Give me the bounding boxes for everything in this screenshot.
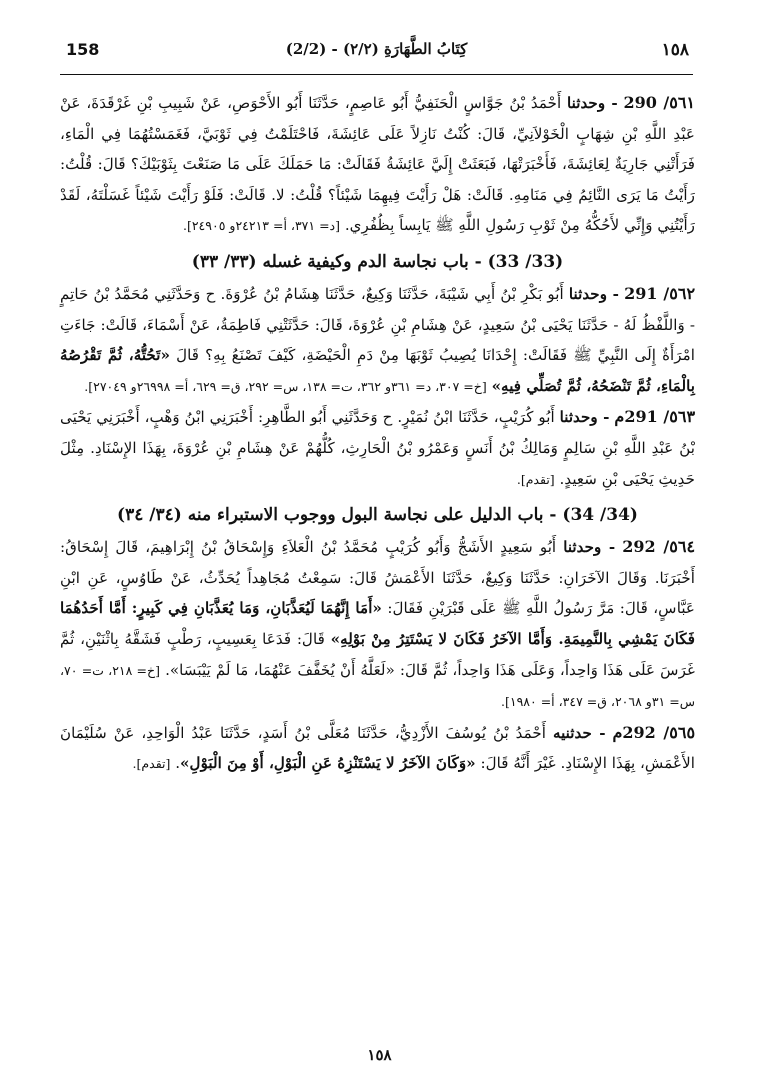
hadith-number: ٥٦٥/ 292م — [612, 722, 696, 742]
hadith-reference: [د= ٣٧١، أ= ٢٤٢١٣و ٢٤٩٠٥]. — [182, 218, 340, 234]
page-number-latin: 158 — [66, 40, 100, 59]
hadith-text: أَبُو كُرَيْبٍ، حَدَّثَنَا ابْنُ نُمَيْرٍ. ح وَحَدَّثَنِي أَبُو الطَّاهِرِ: أَخْبَرَنِي ابْنُ وَهْبٍ، أَخْبَرَنِي يَحْيَى بْنُ عَبْدِ اللَّهِ بْنِ سَالِمٍ وَمَالِكُ بْنُ أَنَسٍ وَعَمْرُو بْنُ الْحَارِثِ، كُلُّهُمْ عَنْ هِشَامِ بْنِ عُرْوَةَ، بِهَذَا الإِسْنَادِ. مِثْلَ حَدِيثِ يَحْيَى بْنِ سَعِيدٍ. — [60, 408, 695, 488]
hadith-563: ٥٦٣/ 291م - وحدثنا أَبُو كُرَيْبٍ، حَدَّثَنَا ابْنُ نُمَيْرٍ. ح وَحَدَّثَنِي أَبُو الطَّاهِرِ: أَخْبَرَنِي ابْنُ وَهْبٍ، أَخْبَرَنِي يَحْيَى بْنُ عَبْدِ اللَّهِ بْنِ سَالِمٍ وَمَالِكُ بْنُ أَنَسٍ وَعَمْرُو بْنُ الْحَارِثِ، كُلُّهُمْ عَنْ هِشَامِ بْنِ عُرْوَةَ، بِهَذَا الإِسْنَادِ. مِثْلَ حَدِيثِ يَحْيَى بْنِ سَعِيدٍ. [تقدم]. — [60, 407, 696, 488]
chapter-heading-34: (34/ 34) - باب الدليل على نجاسة البول ووجوب الاستبراء منه (٣٤/ ٣٤) — [117, 505, 638, 526]
hadith-565: ٥٦٥/ 292م - حدثنيه أَحْمَدُ بْنُ يُوسُفَ الأَزْدِيُّ، حَدَّثَنَا مُعَلَّى بْنُ أَسَدٍ، حَدَّثَنَا عَبْدُ الْوَاحِدِ، عَنْ سُلَيْمَانَ الأَعْمَشِ، بِهَذَا الإِسْنَادِ. غَيْرَ أَنَّهُ قَالَ: «وَكَانَ الآخَرُ لا يَسْتَنْزِهُ عَنِ الْبَوْلِ، أَوْ مِنَ الْبَوْلِ». [تقدم]. — [60, 722, 696, 773]
hadith-564: ٥٦٤/ 292 - وحدثنا أَبُو سَعِيدٍ الأَشَجُّ وَأَبُو كُرَيْبٍ مُحَمَّدُ بْنُ الْعَلاَءِ وَإِسْحَاقُ بْنُ إِبْرَاهِيمَ، قَالَ إِسْحَاقُ: أَخْبَرَنَا. وَقَالَ الآخَرَانِ: حَدَّثَنَا وَكِيعٌ، حَدَّثَنَا الأَعْمَشُ قَالَ: سَمِعْتُ مُجَاهِداً يُحَدِّثُ، عَنْ طَاوُسٍ، عَنِ ابْنِ عَبَّاسٍ، قَالَ: مَرَّ رَسُولُ اللَّهِ ﷺ عَلَى قَبْرَيْنِ فَقَالَ: «أَمَا إِنَّهُمَا لَيُعَذَّبَانِ، وَمَا يُعَذَّبَانِ فِي كَبِيرٍ: أَمَّا أَحَدُهُمَا فَكَانَ يَمْشِي بِالنَّمِيمَةِ. وَأَمَّا الآخَرُ فَكَانَ لا يَسْتَتِرُ مِنْ بَوْلِهِ» قَالَ: فَدَعَا بِعَسِيبٍ، رَطْبٍ فَشَقَّهُ بِاثْنَيْنِ، ثُمَّ غَرَسَ عَلَى هَذَا وَاحِداً، وَعَلَى هَذَا وَاحِداً، ثُمَّ قَالَ: «لَعَلَّهُ أَنْ يُخَفَّفَ عَنْهُمَا، مَا لَمْ يَيْبَسَا». [خ= ٢١٨، ت= ٧٠، س= ٣١و ٢٠٦٨، ق= ٣٤٧، أ= ١٩٨٠]. — [60, 537, 696, 710]
hadith-number: ٥٦٣/ 291م — [614, 407, 696, 427]
page-header — [60, 30, 693, 75]
hadith-reference: [خ= ٢١٨، ت= ٧٠، س= ٣١و ٢٠٦٨، ق= ٣٤٧، أ= ١٩٨٠]. — [60, 662, 695, 710]
hadith-matn: «تَحُتُّهُ، ثُمَّ تَقْرُصُهُ بِالْمَاءِ، ثُمَّ تَنْضَحُهُ، ثُمَّ تُصَلِّي فِيهِ» — [60, 346, 695, 395]
page-body — [60, 88, 695, 780]
chapter-heading-33: (33/ 33) - باب نجاسة الدم وكيفية غسله (٣٣/ ٣٣) — [191, 251, 564, 272]
hadith-number: ٥٦١/ 290 — [623, 93, 695, 112]
hadith-text: أَحْمَدُ بْنُ يُوسُفَ الأَزْدِيُّ، حَدَّثَنَا مُعَلَّى بْنُ أَسَدٍ، حَدَّثَنَا عَبْدُ الْوَاحِدِ، عَنْ سُلَيْمَانَ الأَعْمَشِ، بِهَذَا الإِسْنَادِ. غَيْرَ أَنَّهُ قَالَ: — [60, 723, 695, 773]
hadith-lead: وحدثنا — [568, 284, 608, 303]
footer-page-number: ١٥٨ — [367, 1046, 392, 1064]
hadith-lead: وحدثنا — [563, 538, 602, 557]
running-title: (2/2) - كِتَابُ الطَّهَارَةِ (٢/٢) — [285, 40, 468, 58]
hadith-reference: [تقدم]. — [132, 756, 171, 772]
hadith-matn: «أَمَا إِنَّهُمَا لَيُعَذَّبَانِ، وَمَا يُعَذَّبَانِ فِي كَبِيرٍ: أَمَّا أَحَدُهُمَا فَكَانَ يَمْشِي بِالنَّمِيمَةِ. وَأَمَّا الآخَرُ فَكَانَ لا يَسْتَتِرُ مِنْ بَوْلِهِ» — [60, 599, 695, 648]
hadith-lead: حدثنيه — [552, 723, 592, 742]
hadith-text: أَحْمَدُ بْنُ جَوَّاسٍ الْحَنَفِيُّ أَبُو عَاصِمٍ، حَدَّثَنَا أَبُو الأَحْوَصِ، عَنْ شَبِيبِ بْنِ غَرْقَدَةَ، عَنْ عَبْدِ اللَّهِ بْنِ شِهَابٍ الْخَوْلاَنِيِّ، قَالَ: كُنْتُ نَازِلاً عَلَى عَائِشَةَ، فَاحْتَلَمْتُ فِي ثَوْبَيَّ، فَغَمَسْتُهُمَا فِي الْمَاءِ، فَرَأَتْنِي جَارِيَةٌ لِعَائِشَةَ، فَأَخْبَرَتْهَا، فَبَعَثَتْ إِلَيَّ عَائِشَةُ فَقَالَتْ: مَا حَمَلَكَ عَلَى مَا صَنَعْتَ بِثَوْبَيْكَ؟ قَالَ: قُلْتُ: رَأَيْتُ مَا يَرَى النَّائِمُ فِي مَنَامِهِ. قَالَتْ: هَلْ رَأَيْتَ فِيهِمَا شَيْئاً؟ قُلْتُ: لا. قَالَتْ: فَلَوْ رَأَيْتَ شَيْئاً غَسَلْتَهُ، لَقَدْ رَأَيْتُنِي وَإِنِّي لأَحُكُّهُ مِنْ ثَوْبِ رَسُولِ اللَّهِ ﷺ يَابِساً بِظُفُرِي. — [60, 94, 695, 235]
hadith-matn: «وَكَانَ الآخَرُ لا يَسْتَنْزِهُ عَنِ الْبَوْلِ، أَوْ مِنَ الْبَوْلِ» — [180, 754, 476, 773]
hadith-tail: . — [175, 754, 181, 773]
hadith-561: ٥٦١/ 290 - وحدثنا أَحْمَدُ بْنُ جَوَّاسٍ الْحَنَفِيُّ أَبُو عَاصِمٍ، حَدَّثَنَا أَبُو الأَحْوَصِ، عَنْ شَبِيبِ بْنِ غَرْقَدَةَ، عَنْ عَبْدِ اللَّهِ بْنِ شِهَابٍ الْخَوْلاَنِيِّ، قَالَ: كُنْتُ نَازِلاً عَلَى عَائِشَةَ، فَاحْتَلَمْتُ فِي ثَوْبَيَّ، فَغَمَسْتُهُمَا فِي الْمَاءِ، فَرَأَتْنِي جَارِيَةٌ لِعَائِشَةَ، فَأَخْبَرَتْهَا، فَبَعَثَتْ إِلَيَّ عَائِشَةُ فَقَالَتْ: مَا حَمَلَكَ عَلَى مَا صَنَعْتَ بِثَوْبَيْكَ؟ قَالَ: قُلْتُ: رَأَيْتُ مَا يَرَى النَّائِمُ فِي مَنَامِهِ. قَالَتْ: هَلْ رَأَيْتَ فِيهِمَا شَيْئاً؟ قُلْتُ: لا. قَالَتْ: فَلَوْ رَأَيْتَ شَيْئاً غَسَلْتَهُ، لَقَدْ رَأَيْتُنِي وَإِنِّي لأَحُكُّهُ مِنْ ثَوْبِ رَسُولِ اللَّهِ ﷺ يَابِساً بِظُفُرِي. [د= ٣٧١، أ= ٢٤٢١٣و ٢٤٩٠٥]. — [60, 93, 695, 235]
hadith-number: ٥٦٢/ 291 — [624, 283, 696, 303]
hadith-562: ٥٦٢/ 291 - وحدثنا أَبُو بَكْرِ بْنُ أَبِي شَيْبَةَ، حَدَّثَنَا وَكِيعٌ، حَدَّثَنَا هِشَامُ بْنُ عُرْوَةَ. ح وَحَدَّثَنِي مُحَمَّدُ بْنُ حَاتِمٍ - وَاللَّفْظُ لَهُ - حَدَّثَنَا يَحْيَى بْنُ سَعِيدٍ، عَنْ هِشَامِ بْنِ عُرْوَةَ، قَالَ: حَدَّثَتْنِي فَاطِمَةُ، عَنْ أَسْمَاءَ، قَالَتْ: جَاءَتِ امْرَأَةٌ إِلَى النَّبِيِّ ﷺ فَقَالَتْ: إِحْدَانَا يُصِيبُ ثَوْبَهَا مِنْ دَمِ الْحَيْضَةِ، كَيْفَ تَصْنَعُ بِهِ؟ قَالَ «تَحُتُّهُ، ثُمَّ تَقْرُصُهُ بِالْمَاءِ، ثُمَّ تَنْضَحُهُ، ثُمَّ تُصَلِّي فِيهِ» [خ= ٣٠٧، د= ٣٦١و ٣٦٢، ت= ١٣٨، س= ٢٩٢، ق= ٦٢٩، أ= ٢٦٩٩٨و ٢٧٠٤٩]. — [60, 283, 696, 395]
hadith-number: ٥٦٤/ 292 — [622, 537, 696, 557]
hadith-tail: قَالَ: فَدَعَا بِعَسِيبٍ، رَطْبٍ فَشَقَّهُ بِاثْنَيْنِ، ثُمَّ غَرَسَ عَلَى هَذَا وَاحِداً، وَعَلَى هَذَا وَاحِداً، ثُمَّ قَالَ: «لَعَلَّهُ أَنْ يُخَفَّفَ عَنْهُمَا، مَا لَمْ يَيْبَسَا». — [60, 629, 695, 679]
hadith-lead: وحدثنا — [559, 408, 598, 427]
hadith-text: أَبُو سَعِيدٍ الأَشَجُّ وَأَبُو كُرَيْبٍ مُحَمَّدُ بْنُ الْعَلاَءِ وَإِسْحَاقُ بْنُ إِبْرَاهِيمَ، قَالَ إِسْحَاقُ: أَخْبَرَنَا. وَقَالَ الآخَرَانِ: حَدَّثَنَا وَكِيعٌ، حَدَّثَنَا الأَعْمَشُ قَالَ: سَمِعْتُ مُجَاهِداً يُحَدِّثُ، عَنْ طَاوُسٍ، عَنِ ابْنِ عَبَّاسٍ، قَالَ: مَرَّ رَسُولُ اللَّهِ ﷺ عَلَى قَبْرَيْنِ فَقَالَ: — [60, 538, 695, 618]
page-number-arabic: ١٥٨ — [661, 40, 689, 60]
hadith-lead: وحدثنا — [567, 94, 606, 112]
hadith-reference: [تقدم]. — [516, 471, 555, 487]
hadith-text: أَبُو بَكْرِ بْنُ أَبِي شَيْبَةَ، حَدَّثَنَا وَكِيعٌ، حَدَّثَنَا هِشَامُ بْنُ عُرْوَةَ. ح وَحَدَّثَنِي مُحَمَّدُ بْنُ حَاتِمٍ - وَاللَّفْظُ لَهُ - حَدَّثَنَا يَحْيَى بْنُ سَعِيدٍ، عَنْ هِشَامِ بْنِ عُرْوَةَ، قَالَ: حَدَّثَتْنِي فَاطِمَةُ، عَنْ أَسْمَاءَ، قَالَتْ: جَاءَتِ امْرَأَةٌ إِلَى النَّبِيِّ ﷺ فَقَالَتْ: إِحْدَانَا يُصِيبُ ثَوْبَهَا مِنْ دَمِ الْحَيْضَةِ، كَيْفَ تَصْنَعُ بِهِ؟ قَالَ — [60, 284, 695, 365]
hadith-reference: [خ= ٣٠٧، د= ٣٦١و ٣٦٢، ت= ١٣٨، س= ٢٩٢، ق= ٦٢٩، أ= ٢٦٩٩٨و ٢٧٠٤٩]. — [84, 378, 487, 394]
